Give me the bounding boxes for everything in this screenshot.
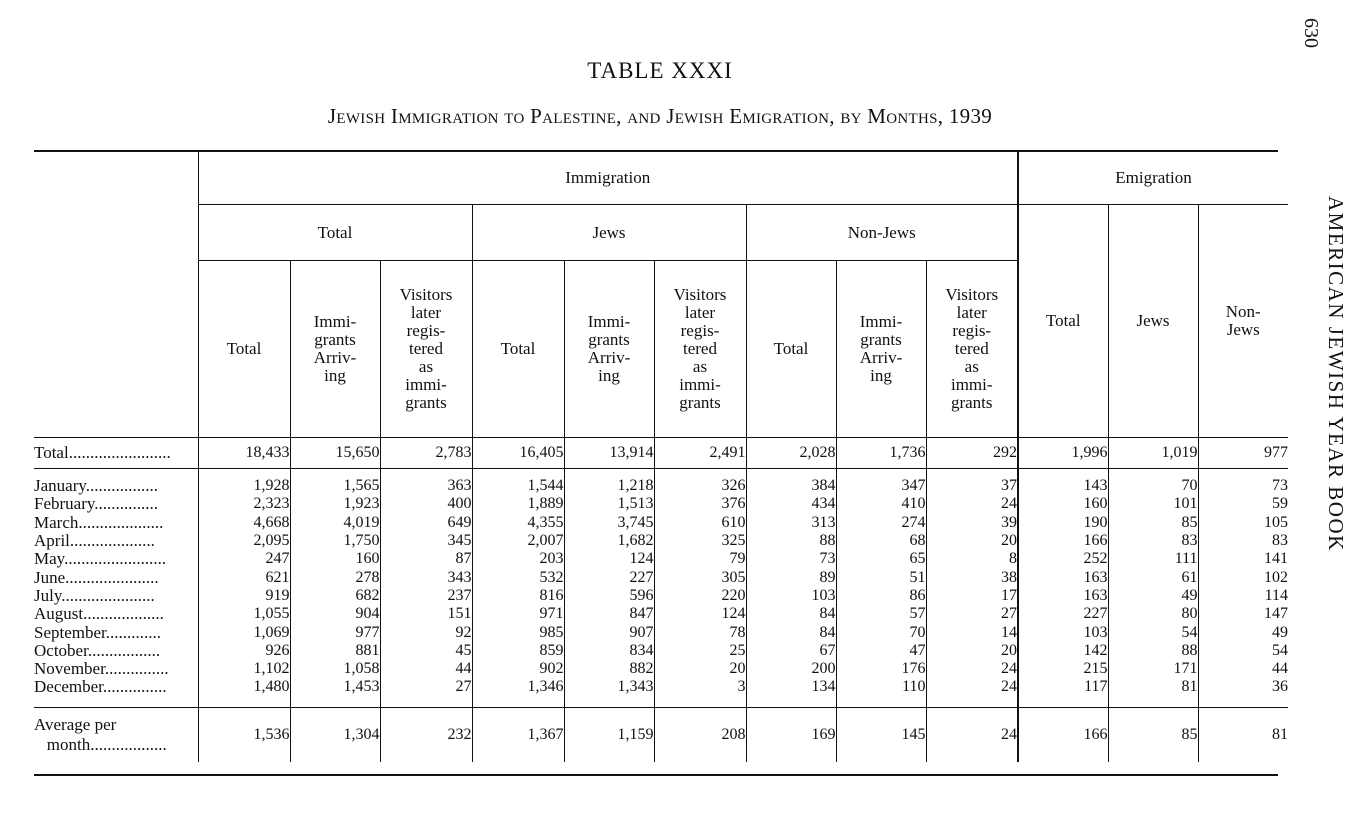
cell-value: 621 [198, 568, 290, 586]
cell-value: 278 [290, 568, 380, 586]
cell-value: 83 [1108, 532, 1198, 550]
cell-value: 88 [746, 532, 836, 550]
cell-value: 84 [746, 623, 836, 641]
cell-value: 79 [654, 550, 746, 568]
cell-value: 400 [380, 495, 472, 513]
cell-value: 70 [836, 623, 926, 641]
cell-value: 1,218 [564, 477, 654, 495]
cell-value: 1,343 [564, 678, 654, 696]
row-label-text: November [34, 659, 105, 679]
cell-value: 27 [380, 678, 472, 696]
cell-value: 203 [472, 550, 564, 568]
month-row [34, 678, 1288, 696]
cell-value: 88 [1108, 642, 1198, 660]
header-col-total: Total [472, 261, 564, 438]
cell-value: 47 [836, 642, 926, 660]
cell-value: 14 [926, 623, 1018, 641]
leader-dots: .................. [90, 734, 167, 754]
cell-value: 15,650 [290, 438, 380, 469]
cell-value: 81 [1198, 707, 1288, 762]
cell-value: 2,007 [472, 532, 564, 550]
cell-value: 596 [564, 587, 654, 605]
cell-value: 44 [380, 660, 472, 678]
month-row [34, 514, 1288, 532]
cell-value: 39 [926, 514, 1018, 532]
cell-value: 49 [1108, 587, 1198, 605]
leader-dots: .................... [78, 513, 164, 532]
cell-value: 1,750 [290, 532, 380, 550]
cell-value: 1,544 [472, 477, 564, 495]
row-label-text: December [34, 678, 103, 697]
month-label [34, 514, 198, 532]
cell-value: 18,433 [198, 438, 290, 469]
cell-value: 102 [1198, 568, 1288, 586]
leader-dots: ........................ [68, 443, 171, 462]
cell-value: 142 [1018, 642, 1108, 660]
row-label-text: August [34, 605, 84, 624]
cell-value: 24 [926, 678, 1018, 696]
row-label-text: Average per [34, 714, 117, 734]
header-jews-group: Jews [472, 205, 746, 261]
immigration-table [34, 152, 1288, 762]
row-label-text: June [34, 568, 66, 587]
cell-value: 24 [926, 660, 1018, 678]
cell-value: 649 [380, 514, 472, 532]
cell-value: 2,491 [654, 438, 746, 469]
cell-value: 190 [1018, 514, 1108, 532]
cell-value: 166 [1018, 532, 1108, 550]
cell-value: 345 [380, 532, 472, 550]
average-label [34, 707, 198, 762]
cell-value: 434 [746, 495, 836, 513]
row-label-text: October [34, 641, 88, 660]
header-col-visitors: Visitors later regis- tered as immi- grants [654, 261, 746, 438]
cell-value: 1,102 [198, 660, 290, 678]
bottom-rule [34, 774, 1278, 776]
cell-value: 1,069 [198, 623, 290, 641]
header-em-nonjews-text: Non- Jews [1225, 302, 1261, 339]
cell-value: 151 [380, 605, 472, 623]
cell-value: 86 [836, 587, 926, 605]
cell-value: 85 [1108, 514, 1198, 532]
row-spacer [34, 697, 1288, 708]
cell-value: 80 [1108, 605, 1198, 623]
cell-value: 1,682 [564, 532, 654, 550]
leader-dots: ........................ [64, 550, 167, 569]
cell-value: 4,355 [472, 514, 564, 532]
cell-value: 16,405 [472, 438, 564, 469]
month-label [34, 605, 198, 623]
cell-value: 977 [290, 623, 380, 641]
leader-dots: ............... [94, 495, 159, 514]
cell-value: 347 [836, 477, 926, 495]
cell-value: 313 [746, 514, 836, 532]
header-em-jews: Jews [1108, 205, 1198, 438]
cell-value: 44 [1198, 660, 1288, 678]
cell-value: 87 [380, 550, 472, 568]
cell-value: 37 [926, 477, 1018, 495]
row-label-text: January [34, 477, 86, 496]
cell-value: 3 [654, 678, 746, 696]
cell-value: 1,019 [1108, 438, 1198, 469]
cell-value: 208 [654, 707, 746, 762]
cell-value: 67 [746, 642, 836, 660]
cell-value: 70 [1108, 477, 1198, 495]
cell-value: 4,019 [290, 514, 380, 532]
cell-value: 2,323 [198, 495, 290, 513]
month-label [34, 678, 198, 696]
cell-value: 13,914 [564, 438, 654, 469]
leader-dots: ............... [104, 659, 169, 679]
cell-value: 36 [1198, 678, 1288, 696]
cell-value: 111 [1108, 550, 1198, 568]
leader-dots: ................. [87, 641, 161, 660]
leader-dots: ................. [85, 477, 159, 496]
cell-value: 847 [564, 605, 654, 623]
cell-value: 17 [926, 587, 1018, 605]
table-subtitle: Jewish Immigration to Palestine, and Jewish Emigration, by Months, 1939 [327, 104, 993, 128]
cell-value: 343 [380, 568, 472, 586]
cell-value: 1,513 [564, 495, 654, 513]
cell-value: 220 [654, 587, 746, 605]
cell-value: 24 [926, 707, 1018, 762]
cell-value: 881 [290, 642, 380, 660]
row-label-text: July [34, 586, 62, 605]
month-row [34, 495, 1288, 513]
cell-value: 1,055 [198, 605, 290, 623]
average-row [34, 707, 1288, 762]
cell-value: 247 [198, 550, 290, 568]
cell-value: 73 [746, 550, 836, 568]
cell-value: 83 [1198, 532, 1288, 550]
month-row [34, 587, 1288, 605]
cell-value: 101 [1108, 495, 1198, 513]
cell-value: 103 [746, 587, 836, 605]
month-label [34, 660, 198, 678]
cell-value: 816 [472, 587, 564, 605]
header-col-visitors: Visitors later regis- tered as immi- grants [380, 261, 472, 438]
cell-value: 610 [654, 514, 746, 532]
leader-dots: ............. [105, 623, 162, 642]
cell-value: 20 [654, 660, 746, 678]
cell-value: 84 [746, 605, 836, 623]
month-label [34, 568, 198, 586]
cell-value: 532 [472, 568, 564, 586]
cell-value: 227 [564, 568, 654, 586]
cell-value: 834 [564, 642, 654, 660]
cell-value: 1,058 [290, 660, 380, 678]
cell-value: 27 [926, 605, 1018, 623]
cell-value: 78 [654, 623, 746, 641]
cell-value: 49 [1198, 623, 1288, 641]
month-row [34, 550, 1288, 568]
cell-value: 1,565 [290, 477, 380, 495]
leader-dots: ............... [102, 678, 167, 697]
cell-value: 25 [654, 642, 746, 660]
month-row [34, 660, 1288, 678]
row-label-text: April [34, 531, 70, 551]
cell-value: 384 [746, 477, 836, 495]
cell-value: 1,736 [836, 438, 926, 469]
header-em-total: Total [1018, 205, 1108, 438]
cell-value: 141 [1198, 550, 1288, 568]
cell-value: 81 [1108, 678, 1198, 696]
cell-value: 61 [1108, 568, 1198, 586]
cell-value: 68 [836, 532, 926, 550]
cell-value: 325 [654, 532, 746, 550]
cell-value: 51 [836, 568, 926, 586]
cell-value: 1,923 [290, 495, 380, 513]
header-emigration: Emigration [1018, 152, 1288, 205]
row-spacer [34, 469, 1288, 478]
header-nonjews-group: Non-Jews [746, 205, 1018, 261]
header-col-immigrants: Immi- grants Arriv- ing [836, 261, 926, 438]
cell-value: 919 [198, 587, 290, 605]
month-label [34, 623, 198, 641]
cell-value: 160 [290, 550, 380, 568]
cell-value: 160 [1018, 495, 1108, 513]
cell-value: 117 [1018, 678, 1108, 696]
cell-value: 163 [1018, 587, 1108, 605]
running-head: AMERICAN JEWISH YEAR BOOK [1324, 196, 1348, 552]
cell-value: 1,536 [198, 707, 290, 762]
cell-value: 1,480 [198, 678, 290, 696]
header-col-immigrants: Immi- grants Arriv- ing [564, 261, 654, 438]
header-stub [34, 152, 198, 205]
cell-value: 54 [1108, 623, 1198, 641]
cell-value: 3,745 [564, 514, 654, 532]
cell-value: 166 [1018, 707, 1108, 762]
month-row [34, 623, 1288, 641]
cell-value: 20 [926, 532, 1018, 550]
cell-value: 59 [1198, 495, 1288, 513]
row-label-text: month [46, 734, 91, 754]
cell-value: 89 [746, 568, 836, 586]
cell-value: 682 [290, 587, 380, 605]
row-label-text: Total [34, 443, 69, 462]
cell-value: 410 [836, 495, 926, 513]
header-total-group: Total [198, 205, 472, 261]
cell-value: 163 [1018, 568, 1108, 586]
cell-value: 169 [746, 707, 836, 762]
cell-value: 54 [1198, 642, 1288, 660]
header-col-total: Total [746, 261, 836, 438]
cell-value: 227 [1018, 605, 1108, 623]
month-row [34, 532, 1288, 550]
cell-value: 24 [926, 495, 1018, 513]
cell-value: 38 [926, 568, 1018, 586]
leader-dots: ...................... [65, 568, 159, 587]
header-immigration: Immigration [198, 152, 1018, 205]
leader-dots: ................... [83, 605, 164, 624]
cell-value: 92 [380, 623, 472, 641]
month-row [34, 477, 1288, 495]
cell-value: 907 [564, 623, 654, 641]
cell-value: 859 [472, 642, 564, 660]
cell-value: 252 [1018, 550, 1108, 568]
cell-value: 237 [380, 587, 472, 605]
cell-value: 274 [836, 514, 926, 532]
header-col-visitors: Visitors later regis- tered as immi- grants [926, 261, 1018, 438]
cell-value: 114 [1198, 587, 1288, 605]
cell-value: 305 [654, 568, 746, 586]
cell-value: 105 [1198, 514, 1288, 532]
cell-value: 2,783 [380, 438, 472, 469]
cell-value: 376 [654, 495, 746, 513]
cell-value: 977 [1198, 438, 1288, 469]
cell-value: 124 [654, 605, 746, 623]
cell-value: 232 [380, 707, 472, 762]
cell-value: 134 [746, 678, 836, 696]
cell-value: 1,159 [564, 707, 654, 762]
cell-value: 110 [836, 678, 926, 696]
cell-value: 143 [1018, 477, 1108, 495]
cell-value: 57 [836, 605, 926, 623]
month-label [34, 587, 198, 605]
cell-value: 1,346 [472, 678, 564, 696]
cell-value: 73 [1198, 477, 1288, 495]
row-label-text: September [34, 623, 106, 642]
cell-value: 926 [198, 642, 290, 660]
month-label [34, 532, 198, 550]
cell-value: 171 [1108, 660, 1198, 678]
cell-value: 971 [472, 605, 564, 623]
cell-value: 1,889 [472, 495, 564, 513]
row-label-text: May [34, 550, 65, 569]
cell-value: 1,996 [1018, 438, 1108, 469]
month-row [34, 568, 1288, 586]
cell-value: 145 [836, 707, 926, 762]
cell-value: 2,028 [746, 438, 836, 469]
header-col-immigrants: Immi- grants Arriv- ing [290, 261, 380, 438]
month-row [34, 642, 1288, 660]
cell-value: 85 [1108, 707, 1198, 762]
cell-value: 1,367 [472, 707, 564, 762]
cell-value: 45 [380, 642, 472, 660]
total-row [34, 438, 1288, 469]
month-label [34, 495, 198, 513]
leader-dots: .................... [69, 531, 155, 551]
row-label-text: March [34, 513, 79, 532]
header-em-nonjews [1198, 205, 1288, 438]
cell-value: 8 [926, 550, 1018, 568]
cell-value: 2,095 [198, 532, 290, 550]
cell-value: 882 [564, 660, 654, 678]
table-title: TABLE XXXI [587, 58, 733, 83]
cell-value: 176 [836, 660, 926, 678]
month-label [34, 642, 198, 660]
cell-value: 902 [472, 660, 564, 678]
cell-value: 985 [472, 623, 564, 641]
month-label [34, 550, 198, 568]
cell-value: 124 [564, 550, 654, 568]
cell-value: 147 [1198, 605, 1288, 623]
page-number: 630 [1300, 18, 1322, 48]
cell-value: 363 [380, 477, 472, 495]
header-col-total: Total [198, 261, 290, 438]
leader-dots: ...................... [61, 586, 155, 605]
cell-value: 4,668 [198, 514, 290, 532]
cell-value: 215 [1018, 660, 1108, 678]
cell-value: 326 [654, 477, 746, 495]
total-label [34, 438, 198, 469]
cell-value: 1,453 [290, 678, 380, 696]
cell-value: 904 [290, 605, 380, 623]
cell-value: 1,928 [198, 477, 290, 495]
cell-value: 200 [746, 660, 836, 678]
cell-value: 1,304 [290, 707, 380, 762]
cell-value: 20 [926, 642, 1018, 660]
cell-value: 103 [1018, 623, 1108, 641]
month-row [34, 605, 1288, 623]
cell-value: 65 [836, 550, 926, 568]
month-label [34, 477, 198, 495]
row-label-text: February [34, 495, 95, 514]
cell-value: 292 [926, 438, 1018, 469]
